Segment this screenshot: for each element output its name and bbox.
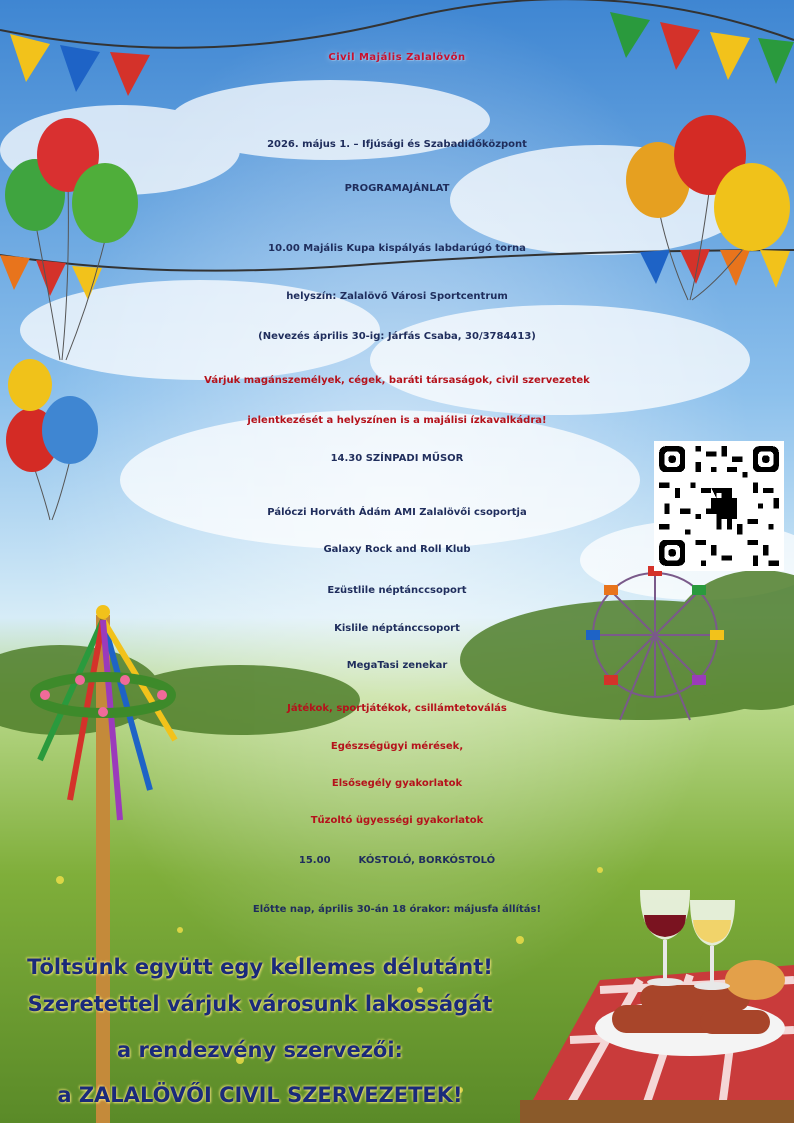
page-title: Civil Majális Zalalövőn: [328, 52, 466, 63]
football-event: 10.00 Majális Kupa kispályás labdarúgó torna: [268, 243, 526, 254]
activity-item: Elsősegély gyakorlatok: [331, 778, 463, 789]
performer-item: Ezüstlile néptánccsoport: [327, 585, 467, 596]
closing-line-3: a rendezvény szervezői:: [117, 1038, 403, 1062]
football-registration: (Nevezés április 30-ig: Járfás Csaba, 30/3784413): [258, 331, 536, 342]
tasting-time: 15.00: [298, 855, 331, 866]
tasting-line: [0, 855, 794, 866]
activity-item: Játékok, sportjátékok, csillámtetoválás: [287, 703, 507, 714]
activity-item: Tűzoltó ügyességi gyakorlatok: [310, 815, 484, 826]
performer-item: Kislile néptánccsoport: [334, 623, 460, 634]
closing-line-1: Töltsünk együtt egy kellemes délutánt!: [27, 955, 493, 979]
activity-item: Egészségügyi mérések,: [330, 741, 464, 752]
eve-note: Előtte nap, április 30-án 18 órakor: májusfa állítás!: [252, 904, 542, 915]
event-date: 2026. május 1. – Ifjúsági és Szabadidőközpont: [267, 139, 527, 150]
tasting-label: KÓSTOLÓ, BORKÓSTOLÓ: [358, 855, 496, 866]
invitation-line-1: Várjuk magánszemélyek, cégek, baráti társaságok, civil szervezetek: [204, 375, 590, 386]
closing-line-2: Szeretettel várjuk városunk lakosságát: [27, 992, 493, 1016]
performer-item: Galaxy Rock and Roll Klub: [323, 544, 471, 555]
performer-item: Pálóczi Horváth Ádám AMI Zalalövői csoportja: [267, 507, 527, 518]
invitation-line-2: jelentkezését a helyszínen is a majálisi ízkavalkádra!: [247, 415, 547, 426]
performer-item: MegaTasi zenekar: [346, 660, 448, 671]
football-venue: helyszín: Zalalövő Városi Sportcentrum: [286, 291, 508, 302]
program-heading: PROGRAMAJÁNLAT: [344, 183, 450, 194]
stage-heading: 14.30 SZÍNPADI MŰSOR: [330, 453, 464, 464]
closing-line-4: a ZALALÖVŐI CIVIL SZERVEZETEK!: [57, 1083, 463, 1107]
